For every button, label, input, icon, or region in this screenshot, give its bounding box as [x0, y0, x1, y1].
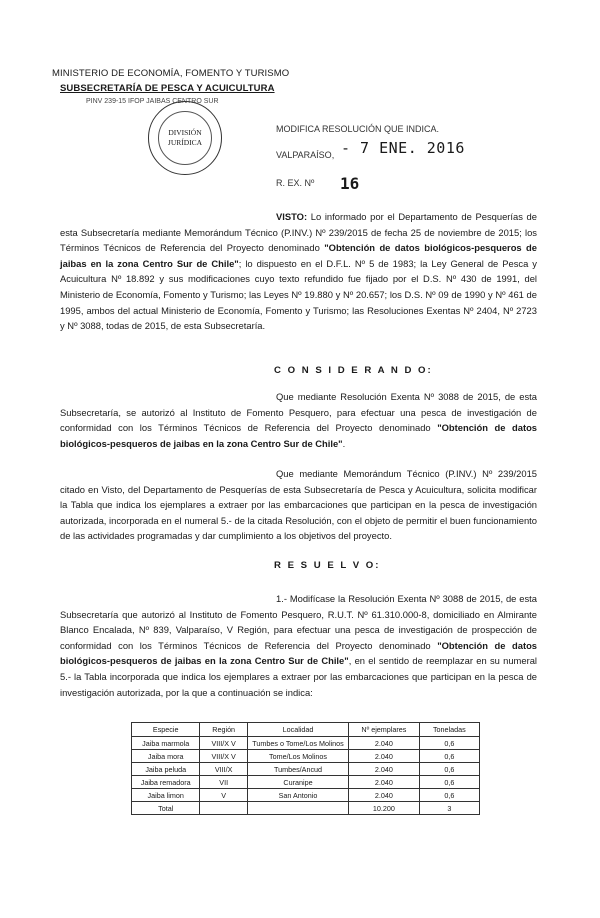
table-row — [132, 750, 480, 763]
cell-region: VIII/X — [200, 763, 248, 776]
document-reference: PINV 239-15 IFOP JAIBAS CENTRO SUR — [86, 98, 219, 105]
cell-especie: Jaiba marmola — [132, 737, 200, 750]
header-localidad: Localidad — [247, 723, 348, 737]
resuelvo-1-text: 1.- Modifícase la Resolución Exenta Nº 3088 de 2015, de esta Subsecretaría que autorizó al Instituto de Fomento Pesquero, R.U.T. Nº 61.310.000-8, domiciliado en Almirante Blanco Encalada, Nº 839, Valparaíso, V Región, para efectuar una pesca de investigación de prospección de conformidad con los Términos Técnicos de Referencia del Proyecto denominado — [60, 593, 537, 651]
date-stamp: - 7 ENE. 2016 — [341, 139, 465, 157]
cell-localidad: Tumbes/Ancud — [247, 763, 348, 776]
resuelvo-1-end: , en el sentido de reemplazar en su numeral 5.- la Tabla incorporada que indica los ejemplares a extraer por las embarcaciones que participan en la pesca de investigación autorizada, por la que a continuación se indica: — [60, 655, 537, 698]
cell-ejemplares: 2.040 — [349, 750, 420, 763]
cell-localidad: Tumbes o Tome/Los Molinos — [247, 737, 348, 750]
table-row — [132, 789, 480, 802]
subsecretaria-name: SUBSECRETARÍA DE PESCA Y ACUICULTURA — [60, 83, 275, 94]
considerando-1-end: . — [342, 437, 346, 449]
cell-region: V — [200, 789, 248, 802]
header-region: Región — [200, 723, 248, 737]
project-name: "Obtención de datos biológicos-pesqueros de jaibas en la zona Centro Sur de Chile" — [60, 422, 538, 449]
cell-region: VIII/X V — [200, 750, 248, 763]
resuelvo-heading: R E S U E L V O: — [274, 560, 381, 571]
resolution-number-label: R. EX. Nº — [276, 178, 315, 188]
cell-localidad: Tome/Los Molinos — [247, 750, 348, 763]
cell-region: VII — [200, 776, 248, 789]
cell-especie: Jaiba peluda — [132, 763, 200, 776]
visto-label: VISTO: — [276, 211, 308, 222]
table-row — [132, 776, 480, 789]
ministry-name: MINISTERIO DE ECONOMÍA, FOMENTO Y TURISMO — [52, 68, 290, 79]
resuelvo-paragraph-1 — [60, 591, 537, 700]
seal-line-1: DIVISIÓN — [168, 128, 202, 137]
cell-total-label: Total — [132, 802, 200, 815]
cell-toneladas: 0,6 — [419, 776, 479, 789]
visto-paragraph — [60, 209, 537, 334]
cell-localidad: Curanipe — [247, 776, 348, 789]
cell-empty — [200, 802, 248, 815]
cell-localidad: San Antonio — [247, 789, 348, 802]
header-ejemplares: Nº ejemplares — [349, 723, 420, 737]
cell-ejemplares: 2.040 — [349, 789, 420, 802]
table-total-row — [132, 802, 480, 815]
resolution-subject: MODIFICA RESOLUCIÓN QUE INDICA. — [276, 124, 440, 134]
cell-toneladas: 0,6 — [419, 737, 479, 750]
cell-total-toneladas: 3 — [419, 802, 479, 815]
cell-empty — [247, 802, 348, 815]
specimens-table — [131, 722, 480, 815]
project-name: "Obtención de datos biológicos-pesqueros de jaibas en la zona Centro Sur de Chile" — [60, 639, 538, 667]
cell-especie: Jaiba limon — [132, 789, 200, 802]
header-especie: Especie — [132, 723, 200, 737]
resolution-number: 16 — [340, 174, 360, 193]
place-label: VALPARAÍSO, — [276, 150, 335, 160]
division-juridica-seal-icon — [148, 101, 222, 175]
cell-toneladas: 0,6 — [419, 763, 479, 776]
visto-text: Lo informado por el Departamento de Pesquerías de esta Subsecretaría mediante Memorándum Técnico (P.INV.) Nº 239/2015 de fecha 25 de noviembre de 2015; los Términos Técnicos de Referencia del Proyecto denominado — [60, 211, 537, 254]
considerando-paragraph-2: Que mediante Memorándum Técnico (P.INV.) Nº 239/2015 citado en Visto, del Departamento de Pesquerías de esta Subsecretaría de Pesca y Acuicultura, solicita modificar la Tabla que indica los ejemplares a extraer por las embarcaciones que participan en la pesca de investigación autorizada, incorporada en el numeral 5.- de la citada Resolución, con el objeto de permitir el buen funcionamiento de las actividades programadas y dar cumplimiento a los objetivos del proyecto. — [60, 468, 537, 542]
table-row — [132, 763, 480, 776]
considerando-paragraph-1 — [60, 389, 537, 451]
header-toneladas: Toneladas — [419, 723, 479, 737]
table-header-row — [132, 723, 480, 737]
considerando-1-text: Que mediante Resolución Exenta Nº 3088 de 2015, de esta Subsecretaría, se autorizó al Instituto de Fomento Pesquero, para efectuar una pesca de investigación de conformidad con los Términos Técnicos de Referencia del Proyecto denominado — [60, 391, 537, 434]
cell-ejemplares: 2.040 — [349, 737, 420, 750]
cell-total-ejemplares: 10.200 — [349, 802, 420, 815]
cell-ejemplares: 2.040 — [349, 776, 420, 789]
seal-text — [168, 128, 202, 148]
cell-toneladas: 0,6 — [419, 750, 479, 763]
table-row — [132, 737, 480, 750]
considerando-heading: C O N S I D E R A N D O: — [274, 365, 433, 376]
cell-especie: Jaiba mora — [132, 750, 200, 763]
cell-ejemplares: 2.040 — [349, 763, 420, 776]
seal-line-2: JURÍDICA — [167, 138, 203, 147]
cell-toneladas: 0,6 — [419, 789, 479, 802]
cell-region: VIII/X V — [200, 737, 248, 750]
cell-especie: Jaiba remadora — [132, 776, 200, 789]
project-name: "Obtención de datos biológicos-pesqueros de jaibas en la zona Centro Sur de Chile" — [60, 242, 537, 269]
visto-text-2: ; lo dispuesto en el D.F.L. Nº 5 de 1983; la Ley General de Pesca y Acuicultura Nº 18.892 y sus modificaciones cuyo texto refundido fue fijado por el D.S. Nº 430 de 1991, del Ministerio de Economía, Fomento y Turismo; las Leyes Nº 19.880 y Nº 20.657; los D.S. Nº 09 de 1990 y Nº 461 de 1995, ambos del actual Ministerio de Economía, Fomento y Turismo; las Resoluciones Exentas Nº 2404, Nº 2723 y Nº 3088, todas de 2015, de esta Subsecretaría. — [60, 257, 537, 332]
